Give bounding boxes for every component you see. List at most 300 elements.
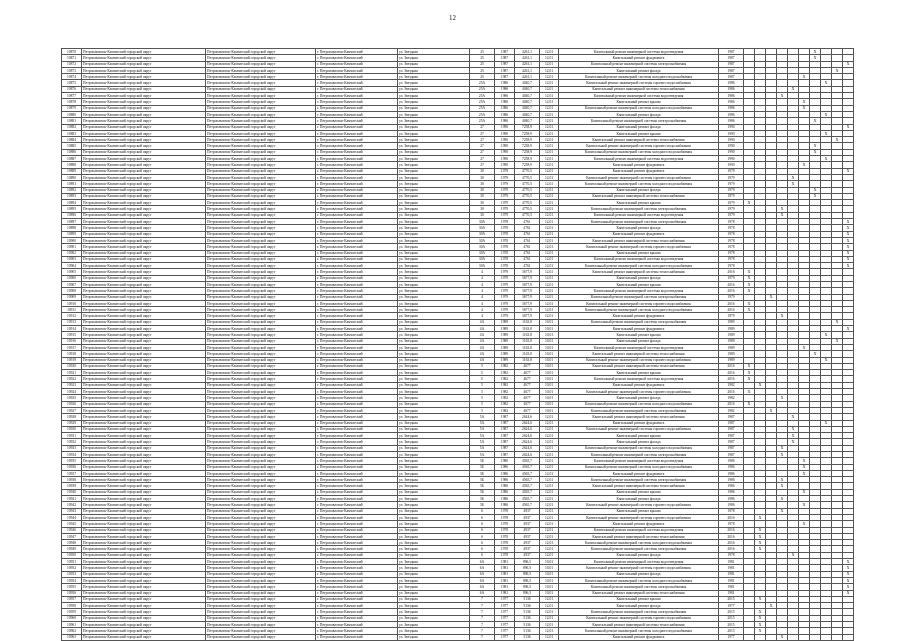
cell-work-type: Капитальный ремонт крыши <box>559 250 719 256</box>
cell-last-repair-year: 1990 <box>719 130 744 136</box>
cell-municipality: Петропавловск-Камчатский городской округ <box>82 281 206 287</box>
cell-area: 3677,9 <box>515 269 540 275</box>
cell-municipality: Петропавловск-Камчатский городской округ <box>82 86 206 92</box>
cell-id: 10892 <box>62 187 82 193</box>
cell-street: ул. Звездная <box>398 338 470 344</box>
x-mark: X <box>843 577 854 583</box>
cell-work-type: Капитальный ремонт фундамента <box>559 521 719 527</box>
cell-street: ул. Звездная <box>398 420 470 426</box>
cell-year: 1977 <box>495 622 515 628</box>
cell-city: г. Петропавловск-Камчатский <box>316 55 398 61</box>
cell-id: 10955 <box>62 584 82 590</box>
cell-house: 4А <box>470 332 495 338</box>
cell-area: 4761 <box>515 225 540 231</box>
cell-id: 10931 <box>62 433 82 439</box>
x-mark: X <box>744 307 755 313</box>
cell-area: 3677,9 <box>515 275 540 281</box>
cell-city: г. Петропавловск-Камчатский <box>316 559 398 565</box>
cell-work-type: Капитальный ремонт фасада <box>559 124 719 130</box>
cell-last-repair-year: 1986 <box>719 464 744 470</box>
cell-city: г. Петропавловск-Камчатский <box>316 300 398 306</box>
cell-year: 1977 <box>495 596 515 602</box>
x-mark: X <box>766 407 777 413</box>
cell-settlement: Петропавловск-Камчатский городской округ <box>206 389 316 395</box>
cell-municipality: Петропавловск-Камчатский городской округ <box>82 546 206 552</box>
cell-settlement: Петропавловск-Камчатский городской округ <box>206 275 316 281</box>
cell-house: 30 <box>470 174 495 180</box>
cell-house: 5Б <box>470 464 495 470</box>
cell-id: 10921 <box>62 370 82 376</box>
cell-house: 27 <box>470 143 495 149</box>
cell-code: 12,01 <box>540 615 559 621</box>
cell-year: 1979 <box>495 168 515 174</box>
cell-code: 12,01 <box>540 174 559 180</box>
cell-city: г. Петропавловск-Камчатский <box>316 187 398 193</box>
cell-street: ул. Звездная <box>398 300 470 306</box>
x-mark: X <box>832 319 843 325</box>
cell-code: 10,01 <box>540 338 559 344</box>
cell-code: 10,01 <box>540 584 559 590</box>
cell-municipality: Петропавловск-Камчатский городской округ <box>82 552 206 558</box>
cell-street: ул. Звездная <box>398 395 470 401</box>
cell-street: ул. Звездная <box>398 344 470 350</box>
cell-area: 4761 <box>515 231 540 237</box>
cell-street: ул. Звездная <box>398 49 470 55</box>
cell-last-repair-year: 2016 <box>719 281 744 287</box>
cell-house: 6 <box>470 527 495 533</box>
cell-street: ул. Звездная <box>398 118 470 124</box>
cell-id: 10882 <box>62 124 82 130</box>
cell-area: 4761 <box>515 237 540 243</box>
cell-work-type: Капитальный ремонт инженерной системы теплоснабжения <box>559 351 719 357</box>
cell-code: 12,01 <box>540 263 559 269</box>
cell-work-type: Капитальный ремонт инженерной системы холодного водоснабжения <box>559 307 719 313</box>
cell-city: г. Петропавловск-Камчатский <box>316 231 398 237</box>
cell-id: 10895 <box>62 206 82 212</box>
cell-settlement: Петропавловск-Камчатский городской округ <box>206 565 316 571</box>
cell-work-type: Капитальный ремонт инженерной системы холодного водоснабжения <box>559 401 719 407</box>
cell-city: г. Петропавловск-Камчатский <box>316 426 398 432</box>
cell-house: 30 <box>470 206 495 212</box>
cell-year: 1978 <box>495 521 515 527</box>
cell-settlement: Петропавловск-Камчатский городской округ <box>206 407 316 413</box>
cell-last-repair-year: 1989 <box>719 351 744 357</box>
x-mark: X <box>821 111 832 117</box>
cell-work-type: Капитальный ремонт инженерной системы холодного водоснабжения <box>559 445 719 451</box>
cell-code: 12,01 <box>540 99 559 105</box>
cell-code: 12,01 <box>540 237 559 243</box>
cell-year: 1978 <box>495 219 515 225</box>
cell-street: ул. Звездная <box>398 124 470 130</box>
cell-municipality: Петропавловск-Камчатский городской округ <box>82 514 206 520</box>
cell-last-repair-year: 1986 <box>719 483 744 489</box>
cell-id: 10898 <box>62 225 82 231</box>
cell-city: г. Петропавловск-Камчатский <box>316 483 398 489</box>
cell-settlement: Петропавловск-Камчатский городской округ <box>206 502 316 508</box>
cell-street: ул. Звездная <box>398 514 470 520</box>
cell-last-repair-year: 1979 <box>719 275 744 281</box>
cell-last-repair-year: 1978 <box>719 219 744 225</box>
cell-city: г. Петропавловск-Камчатский <box>316 105 398 111</box>
cell-settlement: Петропавловск-Камчатский городской округ <box>206 439 316 445</box>
cell-last-repair-year: 1982 <box>719 407 744 413</box>
x-mark: X <box>810 55 821 61</box>
cell-id: 10874 <box>62 74 82 80</box>
cell-house: 4 <box>470 269 495 275</box>
cell-work-type: Капитальный ремонт инженерной системы холодного водоснабжения <box>559 149 719 155</box>
cell-municipality: Петропавловск-Камчатский городской округ <box>82 426 206 432</box>
cell-year: 1978 <box>495 231 515 237</box>
cell-code: 12,01 <box>540 130 559 136</box>
cell-code: 12,01 <box>540 61 559 67</box>
cell-city: г. Петропавловск-Камчатский <box>316 609 398 615</box>
cell-area: 4770,5 <box>515 193 540 199</box>
cell-work-type: Капитальный ремонт крыши <box>559 370 719 376</box>
cell-area: 7258,9 <box>515 149 540 155</box>
cell-city: г. Петропавловск-Камчатский <box>316 67 398 73</box>
cell-work-type: Капитальный ремонт инженерной системы электроснабжения <box>559 609 719 615</box>
x-mark: X <box>799 470 810 476</box>
cell-city: г. Петропавловск-Камчатский <box>316 445 398 451</box>
cell-work-type: Капитальный ремонт крыши <box>559 200 719 206</box>
cell-city: г. Петропавловск-Камчатский <box>316 628 398 634</box>
cell-area: 896,5 <box>515 559 540 565</box>
cell-area: 5136 <box>515 634 540 640</box>
cell-municipality: Петропавловск-Камчатский городской округ <box>82 275 206 281</box>
cell-municipality: Петропавловск-Камчатский городской округ <box>82 118 206 124</box>
cell-year: 1982 <box>495 395 515 401</box>
x-mark: X <box>777 313 788 319</box>
cell-work-type: Капитальный ремонт фундамента <box>559 420 719 426</box>
cell-settlement: Петропавловск-Камчатский городской округ <box>206 124 316 130</box>
cell-last-repair-year: 2016 <box>719 307 744 313</box>
cell-municipality: Петропавловск-Камчатский городской округ <box>82 193 206 199</box>
cell-house: 25 <box>470 74 495 80</box>
cell-area: 4770,5 <box>515 174 540 180</box>
cell-area: 4565,7 <box>515 458 540 464</box>
cell-settlement: Петропавловск-Камчатский городской округ <box>206 206 316 212</box>
cell-year: 1986 <box>495 477 515 483</box>
cell-id: 10872 <box>62 61 82 67</box>
cell-settlement: Петропавловск-Камчатский городской округ <box>206 445 316 451</box>
cell-street: ул. Звездная <box>398 269 470 275</box>
x-mark: X <box>744 376 755 382</box>
cell-city: г. Петропавловск-Камчатский <box>316 250 398 256</box>
cell-area: 5136 <box>515 596 540 602</box>
cell-settlement: Петропавловск-Камчатский городской округ <box>206 634 316 640</box>
cell-code: 10,01 <box>540 407 559 413</box>
x-mark: X <box>821 156 832 162</box>
cell-street: ул. Звездная <box>398 162 470 168</box>
cell-last-repair-year: 1986 <box>719 86 744 92</box>
cell-municipality: Петропавловск-Камчатский городской округ <box>82 401 206 407</box>
cell-street: ул. Звездная <box>398 288 470 294</box>
cell-year: 1978 <box>495 533 515 539</box>
cell-area: 5136 <box>515 615 540 621</box>
cell-last-repair-year: 2016 <box>719 269 744 275</box>
cell-year: 1987 <box>495 61 515 67</box>
cell-area: 4040,7 <box>515 99 540 105</box>
cell-year: 1979 <box>495 193 515 199</box>
cell-settlement: Петропавловск-Камчатский городской округ <box>206 628 316 634</box>
cell-area: 4937 <box>515 521 540 527</box>
cell-municipality: Петропавловск-Камчатский городской округ <box>82 344 206 350</box>
cell-settlement: Петропавловск-Камчатский городской округ <box>206 93 316 99</box>
cell-house: 25А <box>470 80 495 86</box>
cell-id: 10877 <box>62 93 82 99</box>
cell-id: 10957 <box>62 596 82 602</box>
cell-year: 1986 <box>495 93 515 99</box>
cell-year: 1979 <box>495 307 515 313</box>
cell-city: г. Петропавловск-Камчатский <box>316 168 398 174</box>
cell-code: 10,01 <box>540 571 559 577</box>
cell-last-repair-year: 1987 <box>719 452 744 458</box>
x-mark: X <box>755 533 766 539</box>
cell-settlement: Петропавловск-Камчатский городской округ <box>206 452 316 458</box>
cell-work-type: Капитальный ремонт фундамента <box>559 326 719 332</box>
cell-house: 6 <box>470 540 495 546</box>
cell-settlement: Петропавловск-Камчатский городской округ <box>206 200 316 206</box>
cell-city: г. Петропавловск-Камчатский <box>316 338 398 344</box>
cell-settlement: Петропавловск-Камчатский городской округ <box>206 269 316 275</box>
cell-code: 12,01 <box>540 275 559 281</box>
cell-area: 7258,9 <box>515 156 540 162</box>
cell-year: 1982 <box>495 401 515 407</box>
x-mark: X <box>843 219 854 225</box>
cell-street: ул. Звездная <box>398 294 470 300</box>
x-mark: X <box>755 628 766 634</box>
x-mark: X <box>755 596 766 602</box>
cell-last-repair-year: 2016 <box>719 540 744 546</box>
x-mark: X <box>832 67 843 73</box>
x-mark: X <box>744 275 755 281</box>
cell-city: г. Петропавловск-Камчатский <box>316 225 398 231</box>
cell-id: 10923 <box>62 382 82 388</box>
cell-year: 1986 <box>495 99 515 105</box>
cell-area: 3677,9 <box>515 300 540 306</box>
cell-work-type: Капитальный ремонт инженерной системы теплоснабжения <box>559 483 719 489</box>
cell-municipality: Петропавловск-Камчатский городской округ <box>82 489 206 495</box>
cell-city: г. Петропавловск-Камчатский <box>316 521 398 527</box>
cell-house: 7 <box>470 622 495 628</box>
cell-municipality: Петропавловск-Камчатский городской округ <box>82 470 206 476</box>
cell-settlement: Петропавловск-Камчатский городской округ <box>206 263 316 269</box>
cell-year: 1979 <box>495 269 515 275</box>
cell-work-type: Капитальный ремонт инженерной системы водоотведения <box>559 256 719 262</box>
cell-work-type: Капитальный ремонт инженерной системы водоотведения <box>559 212 719 218</box>
cell-id: 10888 <box>62 162 82 168</box>
cell-code: 12,01 <box>540 420 559 426</box>
cell-id: 10889 <box>62 168 82 174</box>
cell-street: ул. Звездная <box>398 187 470 193</box>
cell-municipality: Петропавловск-Камчатский городской округ <box>82 590 206 596</box>
cell-area: 896,5 <box>515 590 540 596</box>
cell-work-type: Капитальный ремонт фасада <box>559 496 719 502</box>
cell-area: 4761 <box>515 256 540 262</box>
cell-work-type: Капитальный ремонт инженерной системы горячего водоснабжения <box>559 514 719 520</box>
cell-municipality: Петропавловск-Камчатский городской округ <box>82 137 206 143</box>
cell-code: 12,01 <box>540 603 559 609</box>
cell-code: 12,01 <box>540 307 559 313</box>
cell-street: ул. Звездная <box>398 502 470 508</box>
cell-id: 10878 <box>62 99 82 105</box>
cell-year: 1986 <box>495 458 515 464</box>
cell-code: 12,01 <box>540 105 559 111</box>
x-mark: X <box>777 206 788 212</box>
cell-code: 12,01 <box>540 118 559 124</box>
cell-last-repair-year: 1989 <box>719 326 744 332</box>
cell-city: г. Петропавловск-Камчатский <box>316 565 398 571</box>
cell-municipality: Петропавловск-Камчатский городской округ <box>82 319 206 325</box>
cell-id: 10907 <box>62 281 82 287</box>
cell-settlement: Петропавловск-Камчатский городской округ <box>206 546 316 552</box>
cell-area: 4677 <box>515 407 540 413</box>
cell-last-repair-year: 1981 <box>719 559 744 565</box>
cell-house: 4А <box>470 344 495 350</box>
cell-settlement: Петропавловск-Камчатский городской округ <box>206 256 316 262</box>
cell-area: 3677,9 <box>515 288 540 294</box>
x-mark: X <box>843 244 854 250</box>
cell-area: 4565,7 <box>515 464 540 470</box>
cell-area: 4040,7 <box>515 111 540 117</box>
cell-code: 10,01 <box>540 565 559 571</box>
cell-last-repair-year: 1979 <box>719 313 744 319</box>
cell-settlement: Петропавловск-Камчатский городской округ <box>206 250 316 256</box>
cell-city: г. Петропавловск-Камчатский <box>316 596 398 602</box>
cell-work-type: Капитальный ремонт инженерной системы горячего водоснабжения <box>559 565 719 571</box>
cell-id: 10897 <box>62 219 82 225</box>
cell-year: 1986 <box>495 470 515 476</box>
cell-settlement: Петропавловск-Камчатский городской округ <box>206 137 316 143</box>
cell-last-repair-year: 2015 <box>719 615 744 621</box>
cell-city: г. Петропавловск-Камчатский <box>316 156 398 162</box>
cell-year: 1981 <box>495 584 515 590</box>
cell-house: 5 <box>470 407 495 413</box>
cell-municipality: Петропавловск-Камчатский городской округ <box>82 212 206 218</box>
cell-area: 4937 <box>515 514 540 520</box>
cell-year: 1986 <box>495 489 515 495</box>
cell-house: 6 <box>470 552 495 558</box>
cell-municipality: Петропавловск-Камчатский городской округ <box>82 206 206 212</box>
cell-street: ул. Звездная <box>398 458 470 464</box>
x-mark: X <box>810 193 821 199</box>
cell-house: 4А <box>470 319 495 325</box>
x-mark: X <box>821 130 832 136</box>
x-mark: X <box>777 452 788 458</box>
cell-last-repair-year: 2016 <box>719 370 744 376</box>
cell-house: 4 <box>470 294 495 300</box>
cell-house: 27 <box>470 124 495 130</box>
cell-last-repair-year: 1987 <box>719 74 744 80</box>
cell-settlement: Петропавловск-Камчатский городской округ <box>206 470 316 476</box>
x-mark: X <box>788 426 799 432</box>
cell-city: г. Петропавловск-Камчатский <box>316 395 398 401</box>
cell-code: 12,01 <box>540 540 559 546</box>
cell-area: 4261,1 <box>515 74 540 80</box>
cell-last-repair-year: 1978 <box>719 256 744 262</box>
cell-municipality: Петропавловск-Камчатский городской округ <box>82 439 206 445</box>
x-mark: X <box>799 464 810 470</box>
cell-house: 6А <box>470 559 495 565</box>
cell-city: г. Петропавловск-Камчатский <box>316 351 398 357</box>
cell-work-type: Капитальный ремонт фундамента <box>559 313 719 319</box>
cell-settlement: Петропавловск-Камчатский городской округ <box>206 219 316 225</box>
cell-house: 5 <box>470 401 495 407</box>
cell-area: 4937 <box>515 552 540 558</box>
cell-year: 1982 <box>495 363 515 369</box>
x-mark: X <box>755 382 766 388</box>
cell-settlement: Петропавловск-Камчатский городской округ <box>206 370 316 376</box>
cell-municipality: Петропавловск-Камчатский городской округ <box>82 577 206 583</box>
cell-house: 5 <box>470 395 495 401</box>
cell-code: 12,01 <box>540 300 559 306</box>
cell-municipality: Петропавловск-Камчатский городской округ <box>82 407 206 413</box>
cell-settlement: Петропавловск-Камчатский городской округ <box>206 313 316 319</box>
cell-area: 4677 <box>515 370 540 376</box>
mark-cell-1 <box>744 634 755 640</box>
cell-area: 1163,8 <box>515 344 540 350</box>
cell-code: 12,01 <box>540 483 559 489</box>
cell-settlement: Петропавловск-Камчатский городской округ <box>206 332 316 338</box>
cell-work-type: Капитальный ремонт инженерной системы электроснабжения <box>559 546 719 552</box>
cell-city: г. Петропавловск-Камчатский <box>316 533 398 539</box>
cell-city: г. Петропавловск-Камчатский <box>316 439 398 445</box>
cell-code: 12,01 <box>540 634 559 640</box>
cell-municipality: Петропавловск-Камчатский городской округ <box>82 521 206 527</box>
cell-house: 4А <box>470 326 495 332</box>
cell-last-repair-year: 1979 <box>719 294 744 300</box>
cell-municipality: Петропавловск-Камчатский городской округ <box>82 458 206 464</box>
cell-settlement: Петропавловск-Камчатский городской округ <box>206 118 316 124</box>
cell-work-type: Капитальный ремонт инженерной системы теплоснабжения <box>559 363 719 369</box>
cell-area: 4677 <box>515 376 540 382</box>
cell-street: ул. Звездная <box>398 237 470 243</box>
x-mark: X <box>799 489 810 495</box>
cell-area: 1163,8 <box>515 351 540 357</box>
cell-code: 12,01 <box>540 546 559 552</box>
cell-area: 4261,1 <box>515 49 540 55</box>
cell-code: 12,01 <box>540 200 559 206</box>
x-mark: X <box>788 86 799 92</box>
cell-last-repair-year: 1979 <box>719 181 744 187</box>
cell-last-repair-year: 1977 <box>719 603 744 609</box>
cell-municipality: Петропавловск-Камчатский городской округ <box>82 357 206 363</box>
cell-city: г. Петропавловск-Камчатский <box>316 527 398 533</box>
cell-area: 4937 <box>515 540 540 546</box>
cell-settlement: Петропавловск-Камчатский городской округ <box>206 344 316 350</box>
cell-work-type: Капитальный ремонт инженерной системы холодного водоснабжения <box>559 628 719 634</box>
cell-work-type: Капитальный ремонт фасада <box>559 395 719 401</box>
cell-id: 10913 <box>62 319 82 325</box>
cell-year: 1987 <box>495 420 515 426</box>
cell-city: г. Петропавловск-Камчатский <box>316 174 398 180</box>
cell-year: 1989 <box>495 357 515 363</box>
cell-last-repair-year: 2016 <box>719 514 744 520</box>
cell-area: 5136 <box>515 622 540 628</box>
cell-work-type: Капитальный ремонт инженерной системы теплоснабжения <box>559 269 719 275</box>
cell-year: 1977 <box>495 628 515 634</box>
cell-work-type: Капитальный ремонт фасада <box>559 439 719 445</box>
cell-last-repair-year: 1982 <box>719 382 744 388</box>
cell-street: ул. Звездная <box>398 439 470 445</box>
cell-last-repair-year: 2016 <box>719 533 744 539</box>
cell-settlement: Петропавловск-Камчатский городской округ <box>206 426 316 432</box>
cell-municipality: Петропавловск-Камчатский городской округ <box>82 294 206 300</box>
cell-house: 6 <box>470 514 495 520</box>
cell-code: 10,01 <box>540 357 559 363</box>
cell-code: 10,01 <box>540 376 559 382</box>
cell-street: ул. Звездная <box>398 111 470 117</box>
